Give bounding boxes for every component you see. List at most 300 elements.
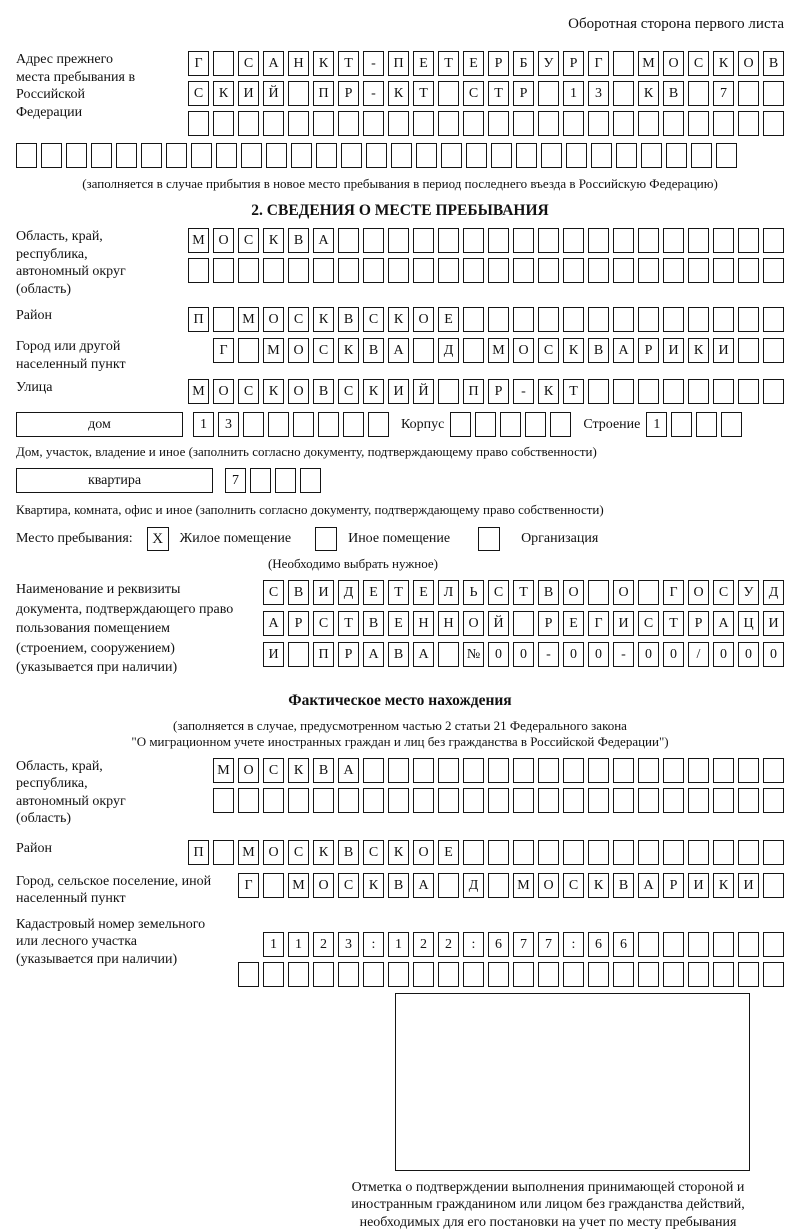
char-cell[interactable]: Г: [588, 611, 609, 636]
char-cell[interactable]: [588, 228, 609, 253]
char-cell[interactable]: Е: [363, 580, 384, 605]
street-row[interactable]: [188, 379, 784, 404]
char-cell[interactable]: Т: [388, 580, 409, 605]
char-cell[interactable]: [638, 932, 659, 957]
char-cell[interactable]: [338, 228, 359, 253]
char-cell[interactable]: [413, 338, 434, 363]
char-cell[interactable]: Р: [338, 81, 359, 106]
char-cell[interactable]: -: [613, 642, 634, 667]
char-cell[interactable]: [288, 962, 309, 987]
char-cell[interactable]: С: [338, 873, 359, 898]
char-cell[interactable]: [738, 932, 759, 957]
char-cell[interactable]: [388, 758, 409, 783]
char-cell[interactable]: О: [238, 758, 259, 783]
char-cell[interactable]: Е: [413, 51, 434, 76]
char-cell[interactable]: [66, 143, 87, 168]
char-cell[interactable]: [613, 840, 634, 865]
char-cell[interactable]: [713, 932, 734, 957]
char-cell[interactable]: [588, 379, 609, 404]
char-cell[interactable]: В: [388, 642, 409, 667]
char-cell[interactable]: [538, 111, 559, 136]
char-cell[interactable]: [713, 788, 734, 813]
char-cell[interactable]: Й: [488, 611, 509, 636]
char-cell[interactable]: [341, 143, 362, 168]
char-cell[interactable]: Й: [413, 379, 434, 404]
char-cell[interactable]: [363, 758, 384, 783]
char-cell[interactable]: [591, 143, 612, 168]
char-cell[interactable]: [316, 143, 337, 168]
char-cell[interactable]: [291, 143, 312, 168]
char-cell[interactable]: В: [663, 81, 684, 106]
char-cell[interactable]: [538, 962, 559, 987]
char-cell[interactable]: [438, 81, 459, 106]
char-cell[interactable]: [663, 228, 684, 253]
char-cell[interactable]: Е: [388, 611, 409, 636]
char-cell[interactable]: В: [613, 873, 634, 898]
char-cell[interactable]: [416, 143, 437, 168]
char-cell[interactable]: Р: [563, 51, 584, 76]
char-cell[interactable]: С: [488, 580, 509, 605]
char-cell[interactable]: 1: [646, 412, 667, 437]
char-cell[interactable]: Й: [263, 81, 284, 106]
char-cell[interactable]: [413, 758, 434, 783]
char-cell[interactable]: [263, 258, 284, 283]
char-cell[interactable]: [363, 228, 384, 253]
char-cell[interactable]: 0: [638, 642, 659, 667]
actual-region-row-1[interactable]: [213, 758, 784, 783]
char-cell[interactable]: П: [188, 840, 209, 865]
char-cell[interactable]: [313, 258, 334, 283]
char-cell[interactable]: В: [313, 379, 334, 404]
char-cell[interactable]: [638, 111, 659, 136]
char-cell[interactable]: [363, 962, 384, 987]
char-cell[interactable]: С: [338, 379, 359, 404]
actual-city-row[interactable]: [238, 873, 784, 898]
char-cell[interactable]: [563, 111, 584, 136]
char-cell[interactable]: [538, 307, 559, 332]
korpus-row[interactable]: [450, 412, 571, 437]
char-cell[interactable]: [438, 111, 459, 136]
char-cell[interactable]: [338, 258, 359, 283]
char-cell[interactable]: [475, 412, 496, 437]
char-cell[interactable]: 0: [563, 642, 584, 667]
char-cell[interactable]: И: [263, 642, 284, 667]
prev-address-row-3[interactable]: [188, 111, 784, 136]
char-cell[interactable]: С: [238, 51, 259, 76]
document-row-1[interactable]: [263, 580, 784, 605]
char-cell[interactable]: Р: [513, 81, 534, 106]
char-cell[interactable]: [538, 840, 559, 865]
char-cell[interactable]: О: [313, 873, 334, 898]
char-cell[interactable]: [263, 873, 284, 898]
char-cell[interactable]: [363, 258, 384, 283]
char-cell[interactable]: [688, 258, 709, 283]
char-cell[interactable]: Л: [438, 580, 459, 605]
char-cell[interactable]: [638, 758, 659, 783]
organization-checkbox[interactable]: [478, 527, 500, 551]
char-cell[interactable]: О: [263, 840, 284, 865]
char-cell[interactable]: О: [288, 338, 309, 363]
char-cell[interactable]: [438, 379, 459, 404]
char-cell[interactable]: [763, 932, 784, 957]
char-cell[interactable]: П: [388, 51, 409, 76]
char-cell[interactable]: 7: [538, 932, 559, 957]
char-cell[interactable]: [293, 412, 314, 437]
char-cell[interactable]: [613, 81, 634, 106]
char-cell[interactable]: В: [338, 840, 359, 865]
char-cell[interactable]: К: [588, 873, 609, 898]
char-cell[interactable]: О: [288, 379, 309, 404]
char-cell[interactable]: [513, 788, 534, 813]
char-cell[interactable]: С: [313, 611, 334, 636]
char-cell[interactable]: К: [638, 81, 659, 106]
char-cell[interactable]: Т: [338, 51, 359, 76]
house-number-row[interactable]: [193, 412, 389, 437]
char-cell[interactable]: С: [238, 228, 259, 253]
char-cell[interactable]: В: [363, 611, 384, 636]
char-cell[interactable]: П: [188, 307, 209, 332]
char-cell[interactable]: [613, 307, 634, 332]
char-cell[interactable]: Г: [238, 873, 259, 898]
char-cell[interactable]: [613, 379, 634, 404]
char-cell[interactable]: Ь: [463, 580, 484, 605]
char-cell[interactable]: О: [413, 840, 434, 865]
char-cell[interactable]: А: [263, 51, 284, 76]
char-cell[interactable]: [388, 228, 409, 253]
char-cell[interactable]: [250, 468, 271, 493]
char-cell[interactable]: В: [338, 307, 359, 332]
char-cell[interactable]: Г: [213, 338, 234, 363]
char-cell[interactable]: [763, 788, 784, 813]
char-cell[interactable]: [713, 258, 734, 283]
char-cell[interactable]: В: [288, 228, 309, 253]
char-cell[interactable]: 6: [588, 932, 609, 957]
char-cell[interactable]: С: [638, 611, 659, 636]
char-cell[interactable]: [638, 962, 659, 987]
char-cell[interactable]: К: [713, 873, 734, 898]
char-cell[interactable]: 6: [613, 932, 634, 957]
char-cell[interactable]: 1: [563, 81, 584, 106]
char-cell[interactable]: [738, 758, 759, 783]
char-cell[interactable]: Н: [413, 611, 434, 636]
char-cell[interactable]: [663, 258, 684, 283]
char-cell[interactable]: [488, 258, 509, 283]
char-cell[interactable]: [638, 788, 659, 813]
char-cell[interactable]: [663, 932, 684, 957]
char-cell[interactable]: Р: [338, 642, 359, 667]
char-cell[interactable]: [738, 228, 759, 253]
char-cell[interactable]: [763, 379, 784, 404]
char-cell[interactable]: О: [463, 611, 484, 636]
char-cell[interactable]: И: [313, 580, 334, 605]
char-cell[interactable]: [238, 338, 259, 363]
char-cell[interactable]: [268, 412, 289, 437]
char-cell[interactable]: [763, 81, 784, 106]
char-cell[interactable]: С: [238, 379, 259, 404]
char-cell[interactable]: М: [488, 338, 509, 363]
char-cell[interactable]: -: [363, 81, 384, 106]
char-cell[interactable]: [238, 111, 259, 136]
char-cell[interactable]: Е: [413, 580, 434, 605]
char-cell[interactable]: [488, 962, 509, 987]
char-cell[interactable]: [238, 788, 259, 813]
char-cell[interactable]: [638, 580, 659, 605]
char-cell[interactable]: [613, 111, 634, 136]
char-cell[interactable]: [638, 307, 659, 332]
char-cell[interactable]: [413, 111, 434, 136]
char-cell[interactable]: К: [538, 379, 559, 404]
char-cell[interactable]: [738, 307, 759, 332]
char-cell[interactable]: [541, 143, 562, 168]
char-cell[interactable]: 3: [218, 412, 239, 437]
char-cell[interactable]: [613, 758, 634, 783]
char-cell[interactable]: В: [763, 51, 784, 76]
char-cell[interactable]: [613, 962, 634, 987]
char-cell[interactable]: [463, 758, 484, 783]
char-cell[interactable]: [763, 873, 784, 898]
char-cell[interactable]: [466, 143, 487, 168]
char-cell[interactable]: К: [313, 51, 334, 76]
char-cell[interactable]: [266, 143, 287, 168]
char-cell[interactable]: [738, 379, 759, 404]
char-cell[interactable]: М: [238, 307, 259, 332]
char-cell[interactable]: [438, 788, 459, 813]
char-cell[interactable]: [713, 758, 734, 783]
char-cell[interactable]: У: [538, 51, 559, 76]
char-cell[interactable]: [263, 788, 284, 813]
char-cell[interactable]: [763, 228, 784, 253]
char-cell[interactable]: О: [513, 338, 534, 363]
char-cell[interactable]: [263, 111, 284, 136]
char-cell[interactable]: И: [738, 873, 759, 898]
char-cell[interactable]: [638, 258, 659, 283]
char-cell[interactable]: В: [388, 873, 409, 898]
char-cell[interactable]: 0: [488, 642, 509, 667]
char-cell[interactable]: [738, 840, 759, 865]
char-cell[interactable]: [763, 758, 784, 783]
char-cell[interactable]: А: [388, 338, 409, 363]
char-cell[interactable]: [438, 962, 459, 987]
char-cell[interactable]: [288, 788, 309, 813]
char-cell[interactable]: Р: [488, 51, 509, 76]
char-cell[interactable]: [338, 111, 359, 136]
char-cell[interactable]: И: [763, 611, 784, 636]
char-cell[interactable]: [538, 258, 559, 283]
char-cell[interactable]: П: [313, 642, 334, 667]
char-cell[interactable]: [641, 143, 662, 168]
char-cell[interactable]: М: [263, 338, 284, 363]
char-cell[interactable]: С: [463, 81, 484, 106]
char-cell[interactable]: [300, 468, 321, 493]
char-cell[interactable]: -: [538, 642, 559, 667]
char-cell[interactable]: [388, 788, 409, 813]
char-cell[interactable]: М: [638, 51, 659, 76]
char-cell[interactable]: [538, 81, 559, 106]
char-cell[interactable]: [488, 228, 509, 253]
char-cell[interactable]: 0: [513, 642, 534, 667]
char-cell[interactable]: Т: [488, 81, 509, 106]
prev-address-row-4[interactable]: [16, 143, 784, 168]
char-cell[interactable]: [550, 412, 571, 437]
char-cell[interactable]: [213, 258, 234, 283]
char-cell[interactable]: К: [688, 338, 709, 363]
char-cell[interactable]: К: [213, 81, 234, 106]
char-cell[interactable]: [738, 788, 759, 813]
char-cell[interactable]: [363, 111, 384, 136]
char-cell[interactable]: 2: [313, 932, 334, 957]
char-cell[interactable]: [363, 788, 384, 813]
char-cell[interactable]: О: [738, 51, 759, 76]
char-cell[interactable]: И: [613, 611, 634, 636]
char-cell[interactable]: Д: [438, 338, 459, 363]
char-cell[interactable]: К: [263, 379, 284, 404]
char-cell[interactable]: [566, 143, 587, 168]
char-cell[interactable]: 0: [713, 642, 734, 667]
char-cell[interactable]: [413, 228, 434, 253]
char-cell[interactable]: [663, 840, 684, 865]
char-cell[interactable]: К: [388, 307, 409, 332]
char-cell[interactable]: [388, 962, 409, 987]
char-cell[interactable]: [463, 307, 484, 332]
char-cell[interactable]: [213, 840, 234, 865]
char-cell[interactable]: [413, 258, 434, 283]
char-cell[interactable]: [438, 873, 459, 898]
char-cell[interactable]: [588, 962, 609, 987]
char-cell[interactable]: [213, 307, 234, 332]
char-cell[interactable]: [413, 962, 434, 987]
char-cell[interactable]: Т: [338, 611, 359, 636]
char-cell[interactable]: И: [388, 379, 409, 404]
char-cell[interactable]: [538, 228, 559, 253]
stroenie-row[interactable]: [646, 412, 742, 437]
char-cell[interactable]: [563, 962, 584, 987]
char-cell[interactable]: /: [688, 642, 709, 667]
char-cell[interactable]: [738, 81, 759, 106]
char-cell[interactable]: С: [263, 758, 284, 783]
char-cell[interactable]: [716, 143, 737, 168]
region-row-1[interactable]: [188, 228, 784, 253]
char-cell[interactable]: [691, 143, 712, 168]
char-cell[interactable]: А: [263, 611, 284, 636]
char-cell[interactable]: [613, 51, 634, 76]
char-cell[interactable]: М: [188, 379, 209, 404]
char-cell[interactable]: [463, 338, 484, 363]
char-cell[interactable]: [588, 788, 609, 813]
char-cell[interactable]: И: [238, 81, 259, 106]
char-cell[interactable]: 7: [513, 932, 534, 957]
char-cell[interactable]: [16, 143, 37, 168]
char-cell[interactable]: [688, 81, 709, 106]
char-cell[interactable]: 3: [588, 81, 609, 106]
char-cell[interactable]: [563, 840, 584, 865]
char-cell[interactable]: В: [538, 580, 559, 605]
char-cell[interactable]: [191, 143, 212, 168]
char-cell[interactable]: О: [613, 580, 634, 605]
char-cell[interactable]: [563, 758, 584, 783]
char-cell[interactable]: [513, 258, 534, 283]
char-cell[interactable]: [488, 788, 509, 813]
char-cell[interactable]: [613, 258, 634, 283]
char-cell[interactable]: [413, 788, 434, 813]
char-cell[interactable]: -: [363, 51, 384, 76]
char-cell[interactable]: [388, 111, 409, 136]
char-cell[interactable]: [213, 111, 234, 136]
char-cell[interactable]: Т: [563, 379, 584, 404]
char-cell[interactable]: [338, 962, 359, 987]
char-cell[interactable]: [688, 228, 709, 253]
char-cell[interactable]: [513, 228, 534, 253]
char-cell[interactable]: [213, 788, 234, 813]
char-cell[interactable]: А: [338, 758, 359, 783]
char-cell[interactable]: О: [663, 51, 684, 76]
char-cell[interactable]: [513, 962, 534, 987]
residential-checkbox[interactable]: X: [147, 527, 169, 551]
cadastre-row-2[interactable]: [238, 962, 784, 987]
char-cell[interactable]: К: [563, 338, 584, 363]
prev-address-row-2[interactable]: [188, 81, 784, 106]
char-cell[interactable]: [141, 143, 162, 168]
char-cell[interactable]: [388, 258, 409, 283]
other-premises-checkbox[interactable]: [315, 527, 337, 551]
char-cell[interactable]: [713, 379, 734, 404]
char-cell[interactable]: 0: [663, 642, 684, 667]
city-row[interactable]: [213, 338, 784, 363]
char-cell[interactable]: В: [288, 580, 309, 605]
char-cell[interactable]: Р: [538, 611, 559, 636]
char-cell[interactable]: [588, 580, 609, 605]
char-cell[interactable]: [213, 51, 234, 76]
cadastre-row-1[interactable]: [263, 932, 784, 957]
char-cell[interactable]: [663, 788, 684, 813]
char-cell[interactable]: С: [713, 580, 734, 605]
char-cell[interactable]: И: [713, 338, 734, 363]
char-cell[interactable]: [563, 258, 584, 283]
char-cell[interactable]: [463, 111, 484, 136]
char-cell[interactable]: М: [238, 840, 259, 865]
region-row-2[interactable]: [188, 258, 784, 283]
char-cell[interactable]: [343, 412, 364, 437]
char-cell[interactable]: Е: [463, 51, 484, 76]
char-cell[interactable]: [738, 962, 759, 987]
document-row-2[interactable]: [263, 611, 784, 636]
char-cell[interactable]: К: [713, 51, 734, 76]
document-row-3[interactable]: [263, 642, 784, 667]
char-cell[interactable]: В: [363, 338, 384, 363]
char-cell[interactable]: 1: [388, 932, 409, 957]
char-cell[interactable]: [738, 258, 759, 283]
char-cell[interactable]: [116, 143, 137, 168]
char-cell[interactable]: И: [688, 873, 709, 898]
char-cell[interactable]: Н: [288, 51, 309, 76]
char-cell[interactable]: [563, 307, 584, 332]
char-cell[interactable]: С: [288, 307, 309, 332]
char-cell[interactable]: [313, 111, 334, 136]
char-cell[interactable]: [500, 412, 521, 437]
char-cell[interactable]: А: [413, 873, 434, 898]
char-cell[interactable]: К: [388, 81, 409, 106]
char-cell[interactable]: О: [413, 307, 434, 332]
char-cell[interactable]: О: [688, 580, 709, 605]
char-cell[interactable]: [671, 412, 692, 437]
char-cell[interactable]: 2: [413, 932, 434, 957]
char-cell[interactable]: 7: [225, 468, 246, 493]
char-cell[interactable]: Г: [663, 580, 684, 605]
char-cell[interactable]: [588, 840, 609, 865]
char-cell[interactable]: [713, 111, 734, 136]
char-cell[interactable]: [663, 111, 684, 136]
char-cell[interactable]: С: [363, 307, 384, 332]
char-cell[interactable]: [538, 788, 559, 813]
